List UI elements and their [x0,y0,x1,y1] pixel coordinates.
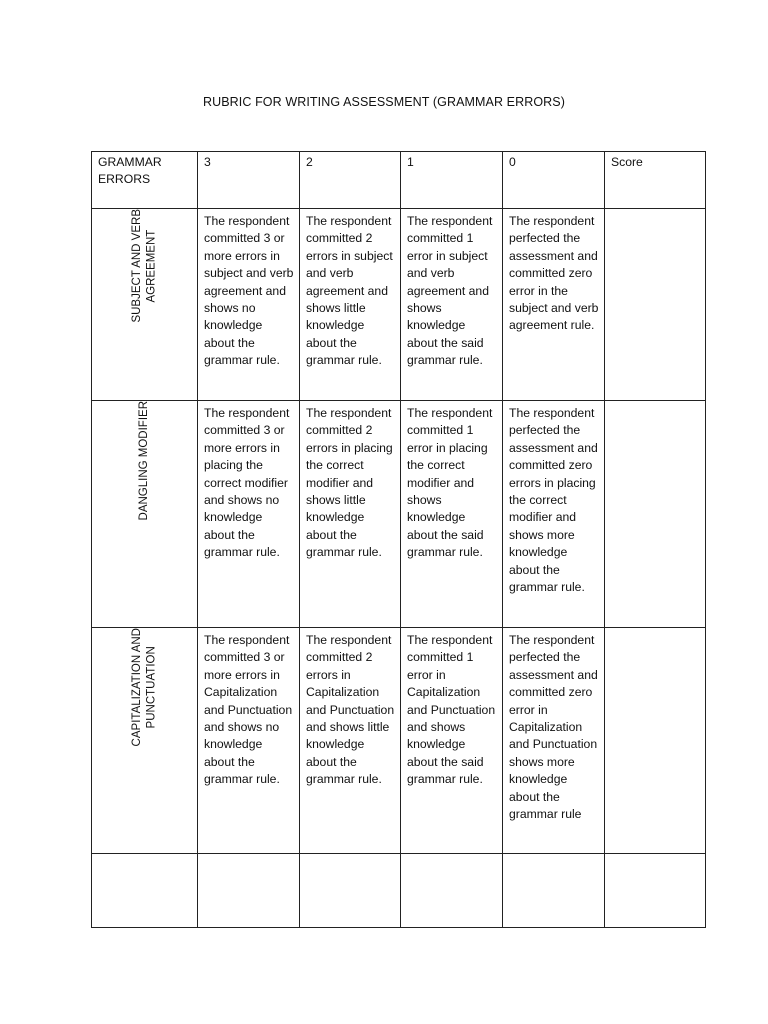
row-label: DANGLING MODIFIER [138,401,151,521]
score-cell [605,209,706,401]
table-row [92,401,706,628]
score-cell [605,628,706,854]
table-row [92,209,706,401]
document-title: RUBRIC FOR WRITING ASSESSMENT (GRAMMAR ERRORS) [202,95,566,109]
row-label: SUBJECT AND VERB AGREEMENT [131,209,158,323]
score-cell [605,854,706,928]
rubric-cell: The respondent committed 1 error in placing the correct modifier and shows knowledge about the said grammar rule. [401,401,503,628]
rubric-cell: The respondent committed 2 errors in placing the correct modifier and shows little knowledge about the grammar rule. [300,401,401,628]
header-score-0: 0 [503,152,605,209]
rubric-cell: The respondent perfected the assessment and committed zero error in the subject and verb agreement rule. [503,209,605,401]
row-label-cell [92,401,198,628]
rubric-cell [401,854,503,928]
header-score-1: 1 [401,152,503,209]
header-criteria: GRAMMAR ERRORS [92,152,198,209]
row-label: CAPITALIZATION AND PUNCTUATION [131,628,158,747]
table-row [92,628,706,854]
row-label-cell [92,628,198,854]
rubric-cell: The respondent committed 3 or more errors in Capitalization and Punctuation and shows no knowledge about the grammar rule. [198,628,300,854]
rubric-cell: The respondent committed 2 errors in Capitalization and Punctuation and shows little knowledge about the grammar rule. [300,628,401,854]
table-row [92,854,706,928]
rubric-table [91,151,706,928]
rubric-cell: The respondent committed 1 error in Capitalization and Punctuation and shows knowledge about the said grammar rule. [401,628,503,854]
row-label-cell [92,209,198,401]
rubric-cell: The respondent committed 2 errors in subject and verb agreement and shows little knowledge about the grammar rule. [300,209,401,401]
rubric-cell [198,854,300,928]
rubric-cell: The respondent committed 3 or more errors in placing the correct modifier and shows no knowledge about the grammar rule. [198,401,300,628]
header-row [92,152,706,209]
header-score: Score [605,152,706,209]
header-score-2: 2 [300,152,401,209]
rubric-cell: The respondent committed 1 error in subject and verb agreement and shows knowledge about the said grammar rule. [401,209,503,401]
rubric-cell [503,854,605,928]
rubric-cell: The respondent perfected the assessment and committed zero errors in placing the correct modifier and shows more knowledge about the grammar rule. [503,401,605,628]
header-score-3: 3 [198,152,300,209]
score-cell [605,401,706,628]
row-label-cell [92,854,198,928]
rubric-cell: The respondent perfected the assessment and committed zero error in Capitalization and Punctuation shows more knowledge about the grammar rule [503,628,605,854]
rubric-cell [300,854,401,928]
rubric-cell: The respondent committed 3 or more errors in subject and verb agreement and shows no knowledge about the grammar rule. [198,209,300,401]
